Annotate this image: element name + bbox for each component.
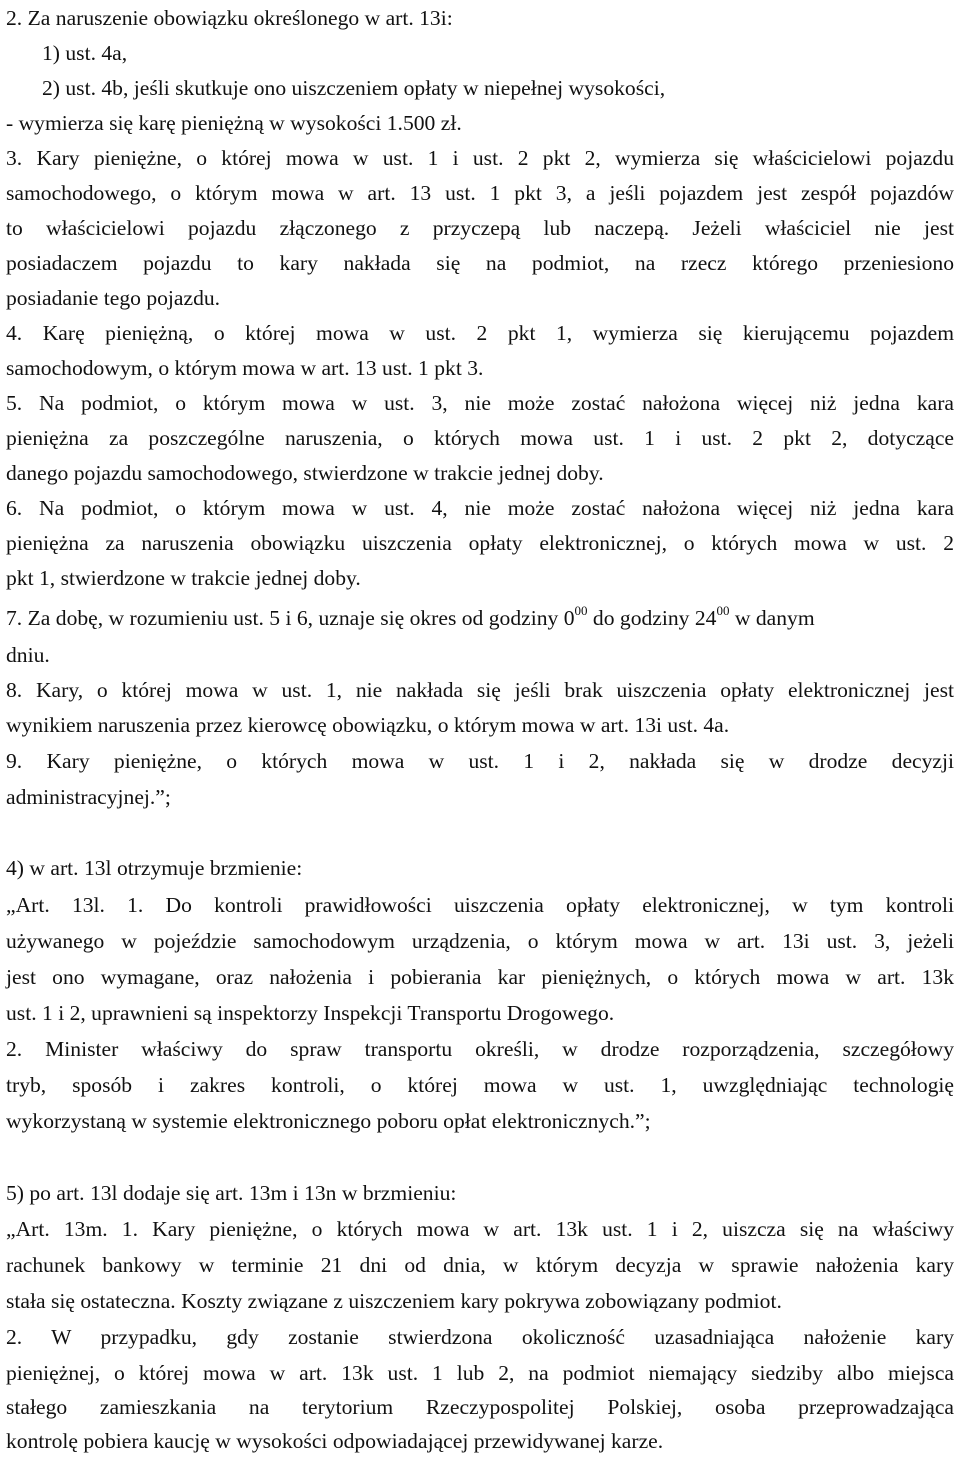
- text-line: [6, 601, 815, 635]
- text-line: 6. Na podmiot, o którym mowa w ust. 4, nie może zostać nałożona więcej niż jedna kara: [6, 496, 954, 520]
- text-line: to właścicielowi pojazdu złączonego z przyczepą lub naczepą. Jeżeli właściciel nie jest: [6, 216, 954, 240]
- text-line: - wymierza się karę pieniężną w wysokości 1.500 zł.: [6, 111, 462, 135]
- text-line: 9. Kary pieniężne, o których mowa w ust. 1 i 2, nakłada się w drodze decyzji: [6, 749, 954, 773]
- text-line: posiadanie tego pojazdu.: [6, 286, 221, 310]
- text-line: samochodowym, o którym mowa w art. 13 ust. 1 pkt 3.: [6, 356, 484, 380]
- text-line: używanego w pojeździe samochodowym urządzenia, o którym mowa w art. 13i ust. 3, jeżeli: [6, 929, 954, 953]
- text-line: stałego zamieszkania na terytorium Rzeczypospolitej Polskiej, osoba przeprowadzająca: [6, 1395, 954, 1419]
- superscript: 00: [574, 602, 588, 618]
- text-line: 4) w art. 13l otrzymuje brzmienie:: [6, 856, 303, 880]
- text-line: 3. Kary pieniężne, o której mowa w ust. 1 i ust. 2 pkt 2, wymierza się właścicielowi pojazdu: [6, 146, 954, 170]
- text-line: samochodowego, o którym mowa w art. 13 ust. 1 pkt 3, a jeśli pojazdem jest zespół pojazdów: [6, 181, 954, 205]
- text-line: jest ono wymagane, oraz nałożenia i pobierania kar pieniężnych, o których mowa w art. 13k: [6, 965, 954, 989]
- text-line: rachunek bankowy w terminie 21 dni od dnia, w którym decyzja w sprawie nałożenia kary: [6, 1253, 954, 1277]
- text-line: ust. 1 i 2, uprawnieni są inspektorzy Inspekcji Transportu Drogowego.: [6, 1001, 615, 1025]
- text-run: 7. Za dobę, w rozumieniu ust. 5 i 6, uznaje się okres od godziny 0: [6, 606, 575, 630]
- text-line: administracyjnej.”;: [6, 785, 171, 809]
- text-line: 2. W przypadku, gdy zostanie stwierdzona okoliczność uzasadniająca nałożenie kary: [6, 1325, 954, 1349]
- text-line: 5) po art. 13l dodaje się art. 13m i 13n w brzmieniu:: [6, 1181, 457, 1205]
- text-line: 4. Karę pieniężną, o której mowa w ust. 2 pkt 1, wymierza się kierującemu pojazdem: [6, 321, 954, 345]
- text-line: 2. Minister właściwy do spraw transportu określi, w drodze rozporządzenia, szczegółowy: [6, 1037, 954, 1061]
- text-line: pkt 1, stwierdzone w trakcie jednej doby.: [6, 566, 361, 590]
- text-line: wynikiem naruszenia przez kierowcę obowiązku, o którym mowa w art. 13i ust. 4a.: [6, 713, 730, 737]
- text-line: 5. Na podmiot, o którym mowa w ust. 3, nie może zostać nałożona więcej niż jedna kara: [6, 391, 954, 415]
- text-line: pieniężnej, o której mowa w art. 13k ust. 1 lub 2, na podmiot niemający siedziby albo miejsca: [6, 1361, 954, 1385]
- text-line: posiadaczem pojazdu to kary nakłada się na podmiot, na rzecz którego przeniesiono: [6, 251, 954, 275]
- text-line: 1) ust. 4a,: [42, 41, 128, 65]
- text-run: do godziny 24: [587, 606, 717, 630]
- text-line: „Art. 13l. 1. Do kontroli prawidłowości uiszczenia opłaty elektronicznej, w tym kontroli: [6, 893, 954, 917]
- text-line: 2) ust. 4b, jeśli skutkuje ono uiszczeniem opłaty w niepełnej wysokości,: [42, 76, 666, 100]
- superscript: 00: [716, 602, 730, 618]
- text-line: kontrolę pobiera kaucję w wysokości odpowiadającej przewidywanej karze.: [6, 1429, 664, 1453]
- text-line: „Art. 13m. 1. Kary pieniężne, o których mowa w art. 13k ust. 1 i 2, uiszcza się na właściwy: [6, 1217, 954, 1241]
- text-line: wykorzystaną w systemie elektronicznego poboru opłat elektronicznych.”;: [6, 1109, 651, 1133]
- text-line: pieniężna za poszczególne naruszenia, o których mowa ust. 1 i ust. 2 pkt 2, dotyczące: [6, 426, 954, 450]
- text-line: stała się ostateczna. Koszty związane z uiszczeniem kary pokrywa zobowiązany podmiot.: [6, 1289, 782, 1313]
- text-line: tryb, sposób i zakres kontroli, o której mowa w ust. 1, uwzględniając technologię: [6, 1073, 954, 1097]
- text-line: pieniężna za naruszenia obowiązku uiszczenia opłaty elektronicznej, o których mowa w ust. 2: [6, 531, 954, 555]
- text-line: danego pojazdu samochodowego, stwierdzone w trakcie jednej doby.: [6, 461, 604, 485]
- text-run: w danym: [729, 606, 815, 630]
- text-line: 2. Za naruszenie obowiązku określonego w art. 13i:: [6, 6, 453, 30]
- text-line: 8. Kary, o której mowa w ust. 1, nie nakłada się jeśli brak uiszczenia opłaty elektronicznej jest: [6, 678, 954, 702]
- text-line: dniu.: [6, 643, 50, 667]
